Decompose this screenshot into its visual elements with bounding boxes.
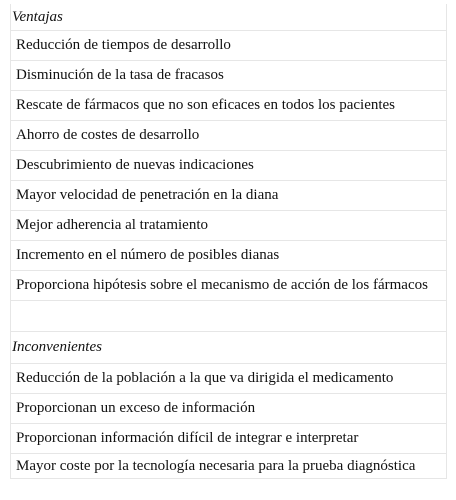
comparison-table [10,4,447,479]
table-row: Mayor coste por la tecnología necesaria para la prueba diagnóstica [11,453,446,479]
table-row: Mayor velocidad de penetración en la diana [11,180,446,210]
table-row: Descubrimiento de nuevas indicaciones [11,150,446,180]
table-row: Reducción de tiempos de desarrollo [11,30,446,60]
empty-row [11,300,446,331]
table-row: Proporcionan un exceso de información [11,393,446,423]
table-row: Proporcionan información difícil de integrar e interpretar [11,423,446,453]
table-row: Ahorro de costes de desarrollo [11,120,446,150]
table-row: Proporciona hipótesis sobre el mecanismo de acción de los fármacos [11,270,446,300]
table-row: Disminución de la tasa de fracasos [11,60,446,90]
section-header-ventajas: Ventajas [12,8,63,25]
section-header-inconvenientes: Inconvenientes [11,331,446,363]
table-row: Reducción de la población a la que va dirigida el medicamento [11,363,446,393]
table-row: Mejor adherencia al tratamiento [11,210,446,240]
table-row: Rescate de fármacos que no son eficaces en todos los pacientes [11,90,446,120]
table-row: Incremento en el número de posibles dianas [11,240,446,270]
